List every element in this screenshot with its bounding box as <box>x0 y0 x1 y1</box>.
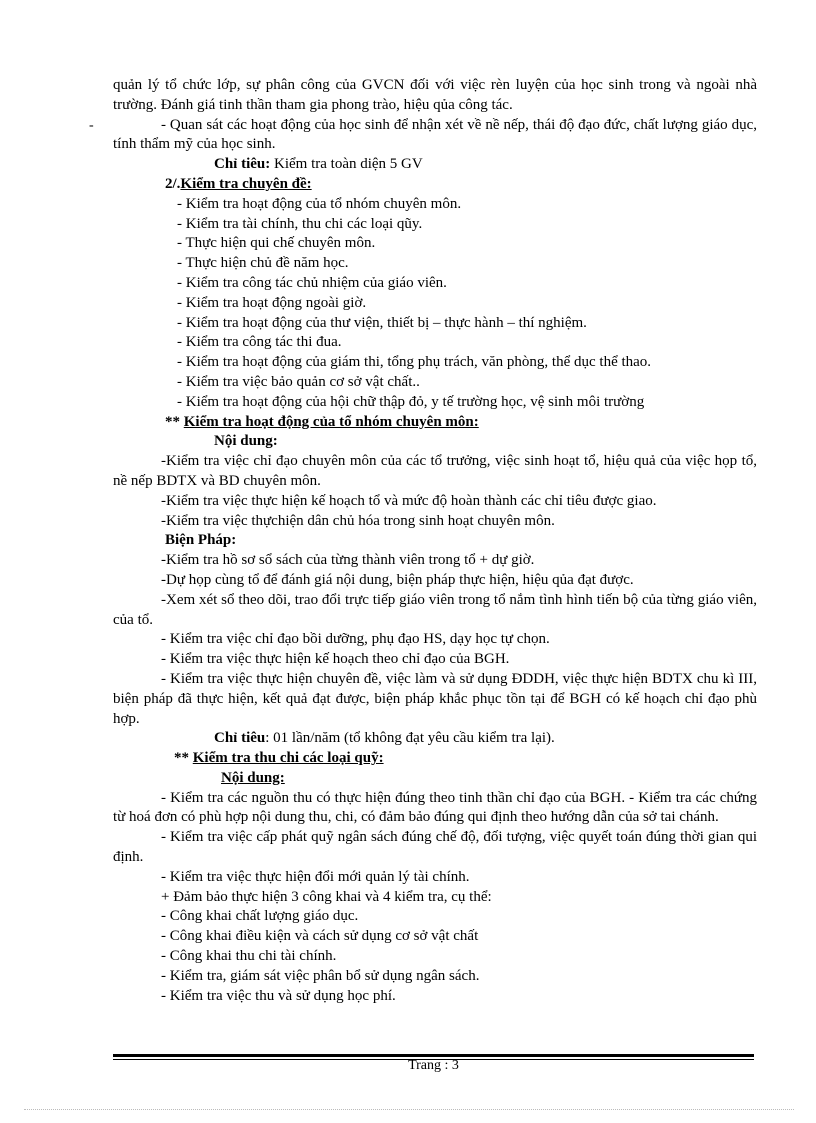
list-item: - Kiểm tra hoạt động của giám thi, tổng phụ trách, văn phòng, thể dục thể thao. <box>177 354 652 371</box>
paragraph: -Kiểm tra việc thựchiện dân chủ hóa trong sinh hoạt chuyên môn. <box>161 512 555 529</box>
page-number: Trang : 3 <box>408 1058 459 1073</box>
content-heading: Nội dung: <box>221 769 285 786</box>
target-label: Chỉ tiêu <box>214 730 266 747</box>
list-item: - Kiểm tra hoạt động của thư viện, thiết bị – thực hành – thí nghiệm. <box>177 314 587 331</box>
list-item: - Thực hiện chủ đề năm học. <box>177 255 349 272</box>
paragraph: - Kiểm tra việc chỉ đạo bồi dưỡng, phụ đạo HS, dạy học tự chọn. <box>161 631 550 648</box>
list-item: - Kiểm tra tài chính, thu chi các loại qũy. <box>177 215 423 232</box>
subsection-stars: ** <box>165 413 184 430</box>
list-item: - Công khai thu chi tài chính. <box>161 948 337 965</box>
subsection-title: Kiểm tra thu chi các loại quỹ: <box>192 750 384 767</box>
subsection-title: Kiểm tra hoạt động của tổ nhóm chuyên môn: <box>183 413 479 430</box>
measures-heading: Biện Pháp: <box>165 532 237 549</box>
section-heading <box>113 175 757 195</box>
paragraph: -Xem xét sổ theo dõi, trao đổi trực tiếp giáo viên trong tổ nắm tình hình tiến bộ của từng giáo viên, của tổ. <box>113 591 757 628</box>
target-label: Chỉ tiêu: <box>214 156 271 173</box>
disclosure-list <box>113 907 757 1006</box>
list-item: - Công khai điều kiện và cách sử dụng cơ sở vật chất <box>161 928 479 945</box>
margin-dash: - <box>89 118 94 133</box>
paragraph: quản lý tổ chức lớp, sự phân công của GVCN đối với việc rèn luyện của học sinh trong và ngoài nhà trường. Đánh giá tinh thần tham gia phong trào, hiệu qủa công tác. <box>113 77 757 113</box>
subsection-heading <box>113 413 757 433</box>
list-item: - Kiểm tra hoạt động ngoài giờ. <box>177 294 367 311</box>
paragraph: -Kiểm tra việc chỉ đạo chuyên môn của các tổ trưởng, việc sinh hoạt tổ, hiệu quả của việc họp tổ, nề nếp BDTX và BD chuyên môn. <box>113 453 757 489</box>
paragraph: - Kiểm tra việc cấp phát quỹ ngân sách đúng chế độ, đối tượng, việc quyết toán đúng thời gian qui định. <box>113 829 757 866</box>
list-item: - Kiểm tra công tác chủ nhiệm của giáo viên. <box>177 274 447 291</box>
target-text: Kiểm tra toàn diện 5 GV <box>270 156 423 173</box>
subsection-stars: ** <box>174 750 193 767</box>
content-heading: Nội dung: <box>214 433 278 450</box>
list-item: - Kiểm tra hoạt động của hội chữ thập đỏ, y tế trường học, vệ sinh môi trường <box>177 393 645 410</box>
target-line <box>113 155 757 175</box>
list-item: - Công khai chất lượng giáo dục. <box>161 908 359 925</box>
paragraph: - Kiểm tra việc thực hiện kế hoạch theo chỉ đạo của BGH. <box>161 651 510 668</box>
topic-list <box>113 195 757 413</box>
list-item: - Kiểm tra hoạt động của tổ nhóm chuyên môn. <box>177 195 462 212</box>
list-item: - Thực hiện qui chế chuyên môn. <box>177 235 376 252</box>
section-number: 2/. <box>165 175 181 192</box>
section-title: Kiểm tra chuyên đề: <box>180 175 312 192</box>
list-item: - Kiểm tra, giám sát việc phân bổ sử dụng ngân sách. <box>161 967 480 984</box>
target-line <box>113 729 757 749</box>
list-item: - Kiểm tra việc thu và sử dụng học phí. <box>161 987 396 1004</box>
list-item: - Kiểm tra việc bảo quản cơ sở vật chất.. <box>177 373 420 390</box>
paragraph: - Kiểm tra việc thực hiện đổi mới quản lý tài chính. <box>161 868 470 885</box>
subsection-heading <box>113 749 757 769</box>
list-item: - Kiểm tra công tác thi đua. <box>177 334 342 351</box>
page-edge-dotted-line <box>24 1109 794 1110</box>
paragraph: - Quan sát các hoạt động của học sinh để nhận xét về nề nếp, thái độ đạo đức, chất lượng giáo dục, tính thẩm mỹ của học sinh. <box>113 116 757 153</box>
paragraph: -Dự họp cùng tổ để đánh giá nội dung, biện pháp thực hiện, hiệu qủa đạt được. <box>161 571 634 588</box>
paragraph: + Đảm bảo thực hiện 3 công khai và 4 kiểm tra, cụ thể: <box>161 888 492 905</box>
paragraph: -Kiểm tra hồ sơ sổ sách của từng thành viên trong tổ + dự giờ. <box>161 552 535 569</box>
paragraph: - Kiểm tra các nguồn thu có thực hiện đúng theo tinh thần chỉ đạo của BGH. - Kiểm tra các chứng từ hoá đơn có phù hợp nội dung thu, chi, có đảm bảo đúng qui định theo hướng dẫn của sở tai chánh. <box>113 789 757 826</box>
page-body <box>113 76 757 1006</box>
target-text: : 01 lần/năm (tổ không đạt yêu cầu kiểm tra lại). <box>265 730 555 747</box>
paragraph: - Kiểm tra việc thực hiện chuyên đề, việc làm và sử dụng ĐDDH, việc thực hiện BDTX chu kì III, biện pháp đã thực hiện, kết quả đạt được, biện pháp khắc phục tồn tại để BGH có kế hoạch chỉ đạo phù hợp. <box>113 670 757 727</box>
paragraph: -Kiểm tra việc thực hiện kế hoạch tổ và mức độ hoàn thành các chỉ tiêu được giao. <box>161 492 657 509</box>
